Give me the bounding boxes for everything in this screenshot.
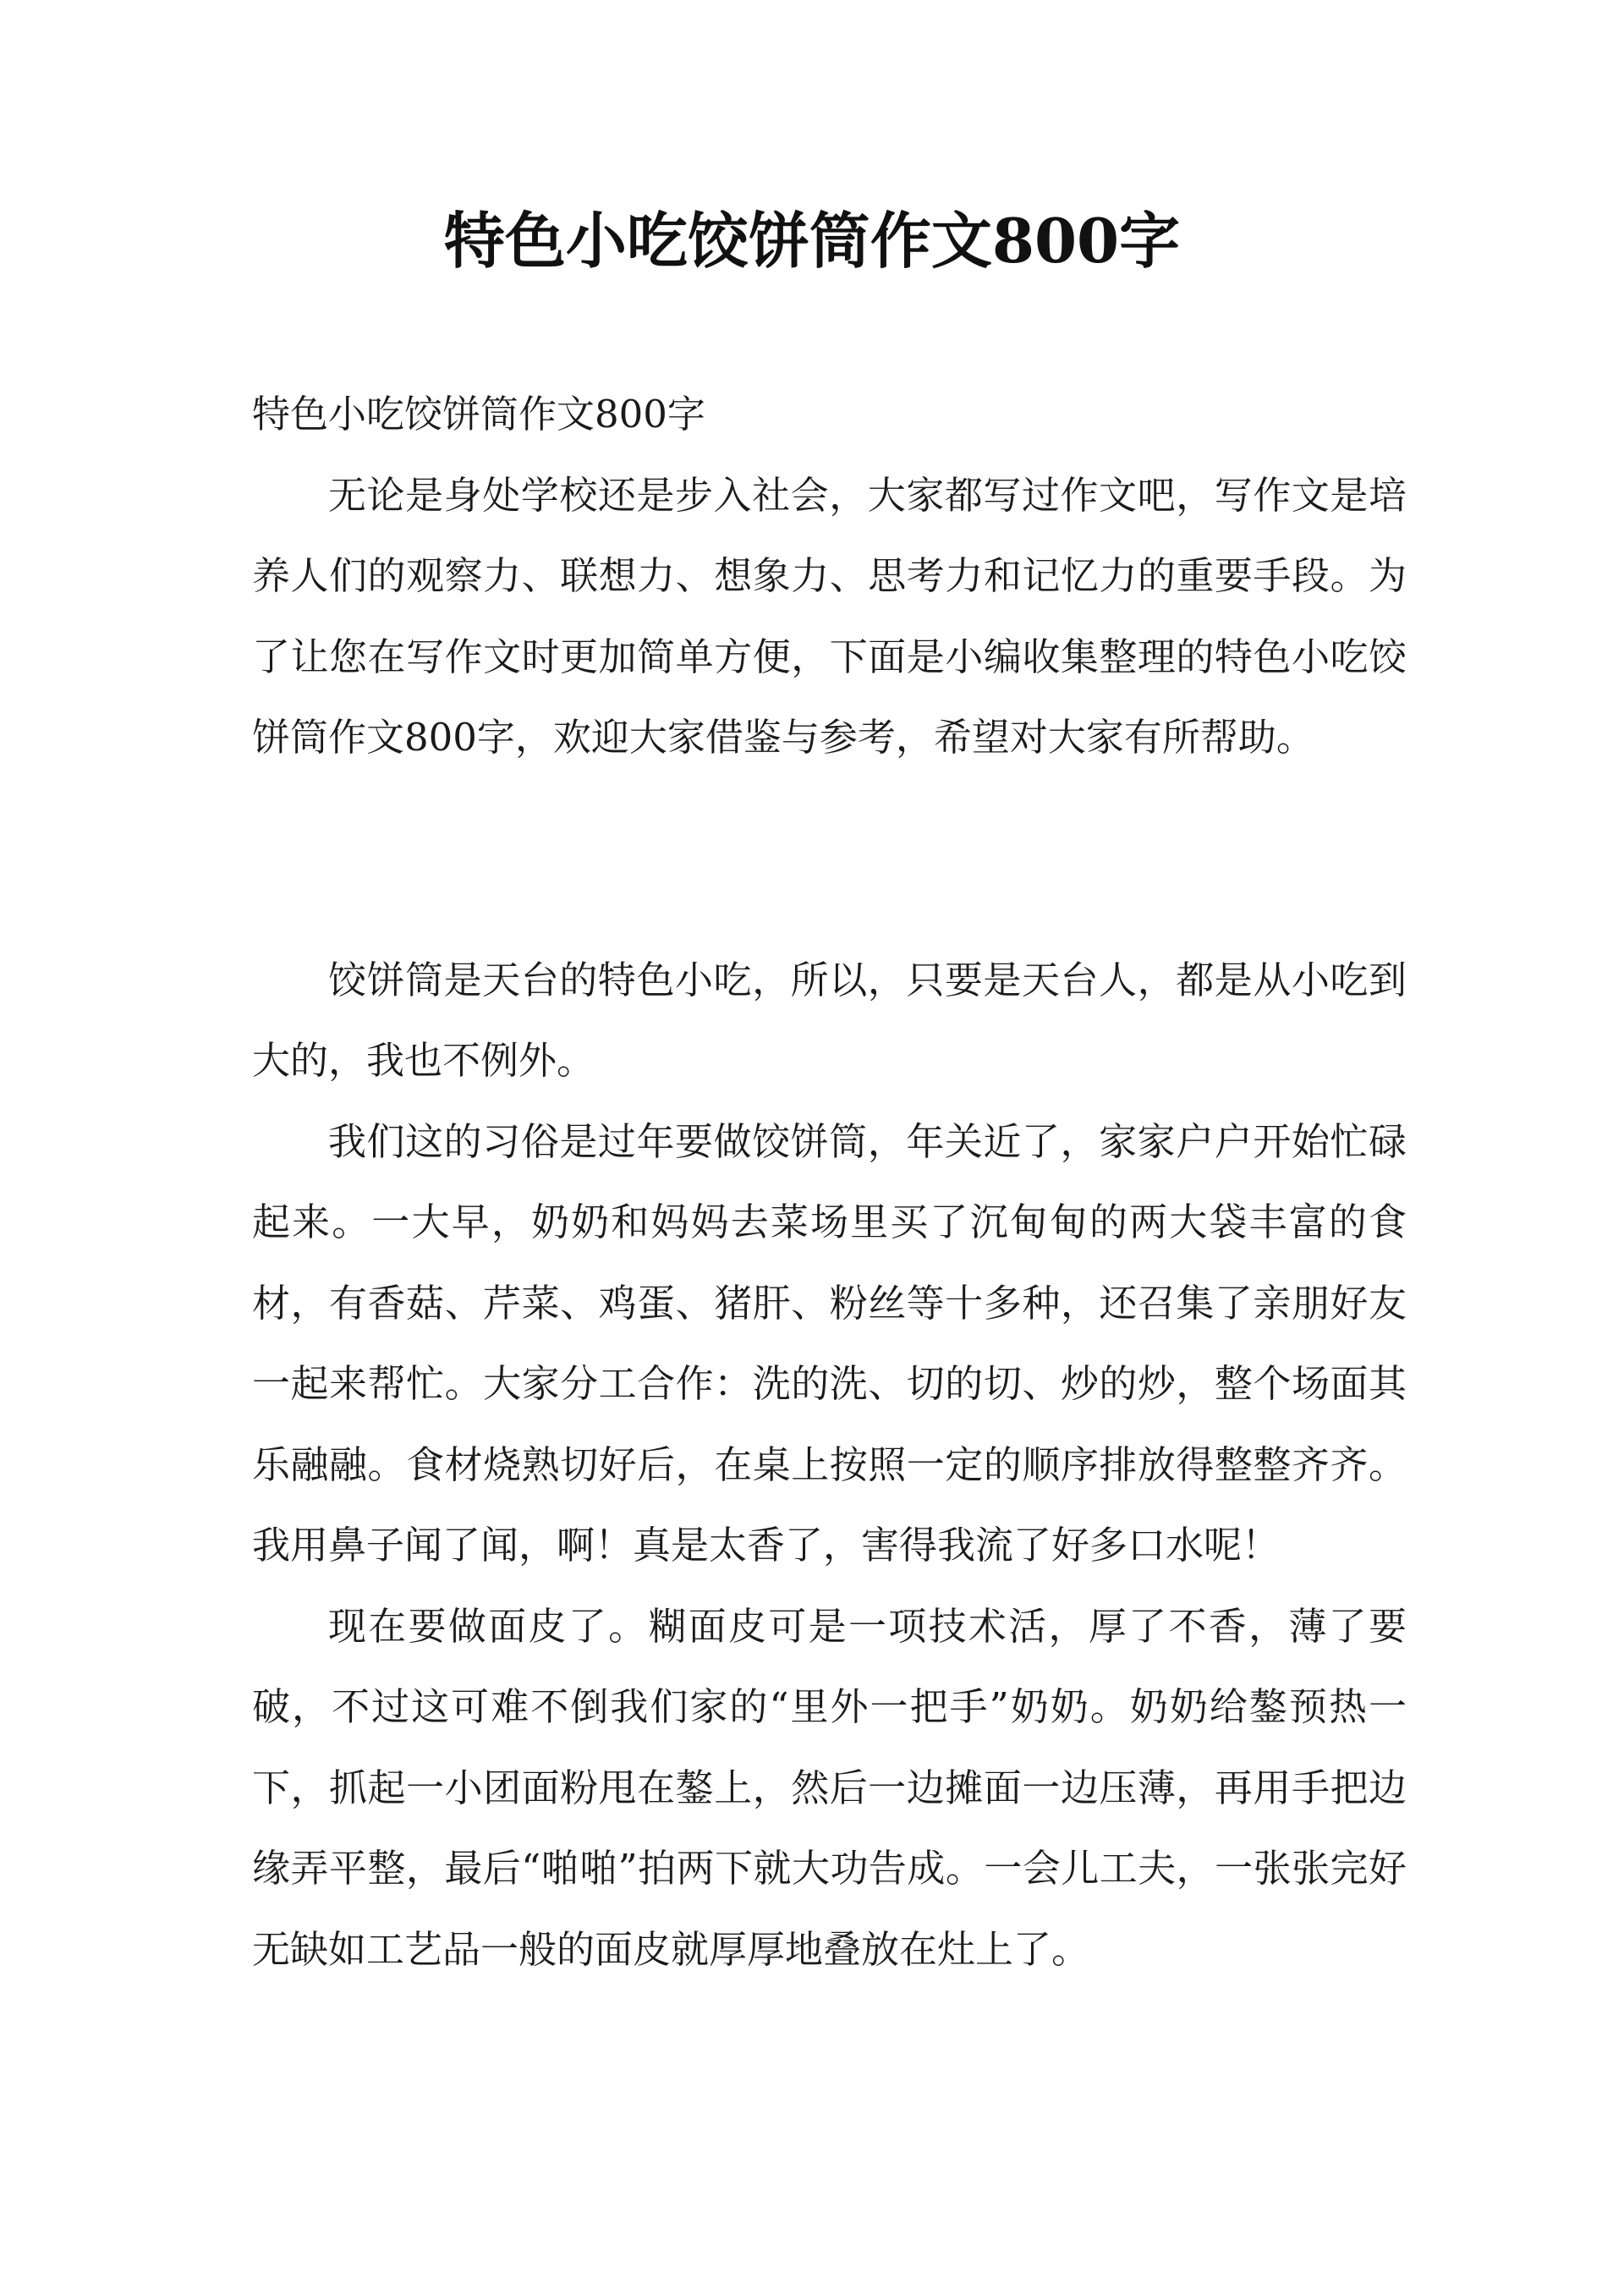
document-body — [252, 374, 1407, 1990]
document-subtitle: 特色小吃饺饼筒作文800字 — [252, 392, 705, 436]
paragraph-intro: 无论是身处学校还是步入社会，大家都写过作文吧，写作文是培养人们的观察力、联想力、想象力、思考力和记忆力的重要手段。为了让您在写作文时更加简单方便，下面是小编收集整理的特色小吃饺饼筒作文800字，欢迎大家借鉴与参考，希望对大家有所帮助。 — [252, 472, 1407, 760]
document-title: 特色小吃饺饼筒作文800字 — [443, 205, 1181, 277]
paragraph-2: 我们这的习俗是过年要做饺饼筒，年关近了，家家户户开始忙碌起来。一大早，奶奶和妈妈去菜场里买了沉甸甸的两大袋丰富的食材，有香菇、芹菜、鸡蛋、猪肝、粉丝等十多种，还召集了亲朋好友一起来帮忙。大家分工合作：洗的洗、切的切、炒的炒，整个场面其乐融融。食材烧熟切好后，在桌上按照一定的顺序排放得整整齐齐。我用鼻子闻了闻，啊！真是太香了，害得我流了好多口水呢！ — [252, 1118, 1407, 1568]
paragraph-gap — [252, 778, 1407, 940]
paragraph-1: 饺饼筒是天台的特色小吃，所以，只要是天台人，都是从小吃到大的，我也不例外。 — [252, 957, 1407, 1083]
paragraph-3: 现在要做面皮了。糊面皮可是一项技术活，厚了不香，薄了要破，不过这可难不倒我们家的“里外一把手”奶奶。奶奶给鏊预热一下，抓起一小团面粉甩在鏊上，然后一边摊面一边压薄，再用手把边缘弄平整，最后“啪啪”拍两下就大功告成。一会儿工夫，一张张完好无缺如工艺品一般的面皮就厚厚地叠放在灶上了。 — [252, 1603, 1407, 1972]
